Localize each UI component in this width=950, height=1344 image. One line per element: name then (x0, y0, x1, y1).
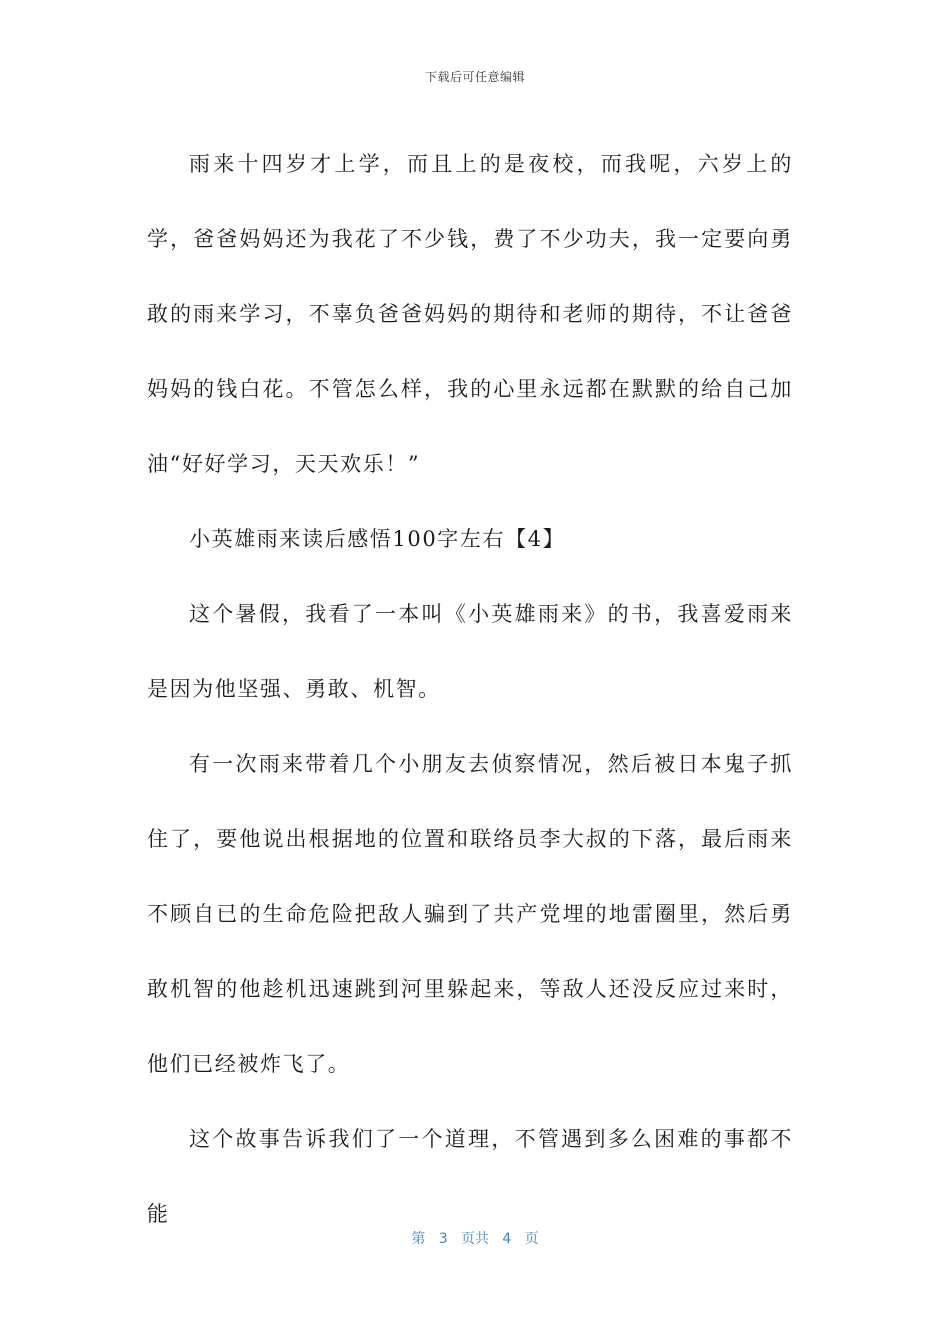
paragraph-1: 雨来十四岁才上学，而且上的是夜校，而我呢，六岁上的学，爸爸妈妈还为我花了不少钱，费了不少功夫，我一定要向勇敢的雨来学习，不辜负爸爸妈妈的期待和老师的期待，不让爸爸妈妈的钱白花。不管怎么样，我的心里永远都在默默的给自己加油“好好学习，天天欢乐！” (147, 152, 793, 476)
total-pages-number: 4 (502, 1231, 512, 1247)
document-body (147, 127, 793, 1252)
page-header: 下载后可任意编辑 (424, 70, 525, 84)
footer-middle: 页共 (461, 1231, 489, 1247)
footer-suffix: 页 (524, 1231, 539, 1247)
footer-prefix: 第 (411, 1231, 426, 1247)
current-page-number: 3 (438, 1231, 448, 1247)
paragraph-2: 这个暑假，我看了一本叫《小英雄雨来》的书，我喜爱雨来是因为他坚强、勇敢、机智。 (147, 602, 793, 701)
page-footer (0, 1228, 950, 1248)
paragraph-3: 有一次雨来带着几个小朋友去侦察情况，然后被日本鬼子抓住了，要他说出根据地的位置和联络员李大叔的下落，最后雨来不顾自已的生命危险把敌人骗到了共产党埋的地雷圈里，然后勇敢机智的他趁机迅速跳到河里躲起来，等敌人还没反应过来时，他们已经被炸飞了。 (147, 752, 793, 1076)
section-heading: 小英雄雨来读后感悟100字左右【4】 (189, 527, 566, 551)
paragraph-4: 这个故事告诉我们了一个道理，不管遇到多么困难的事都不能 (147, 1127, 793, 1226)
